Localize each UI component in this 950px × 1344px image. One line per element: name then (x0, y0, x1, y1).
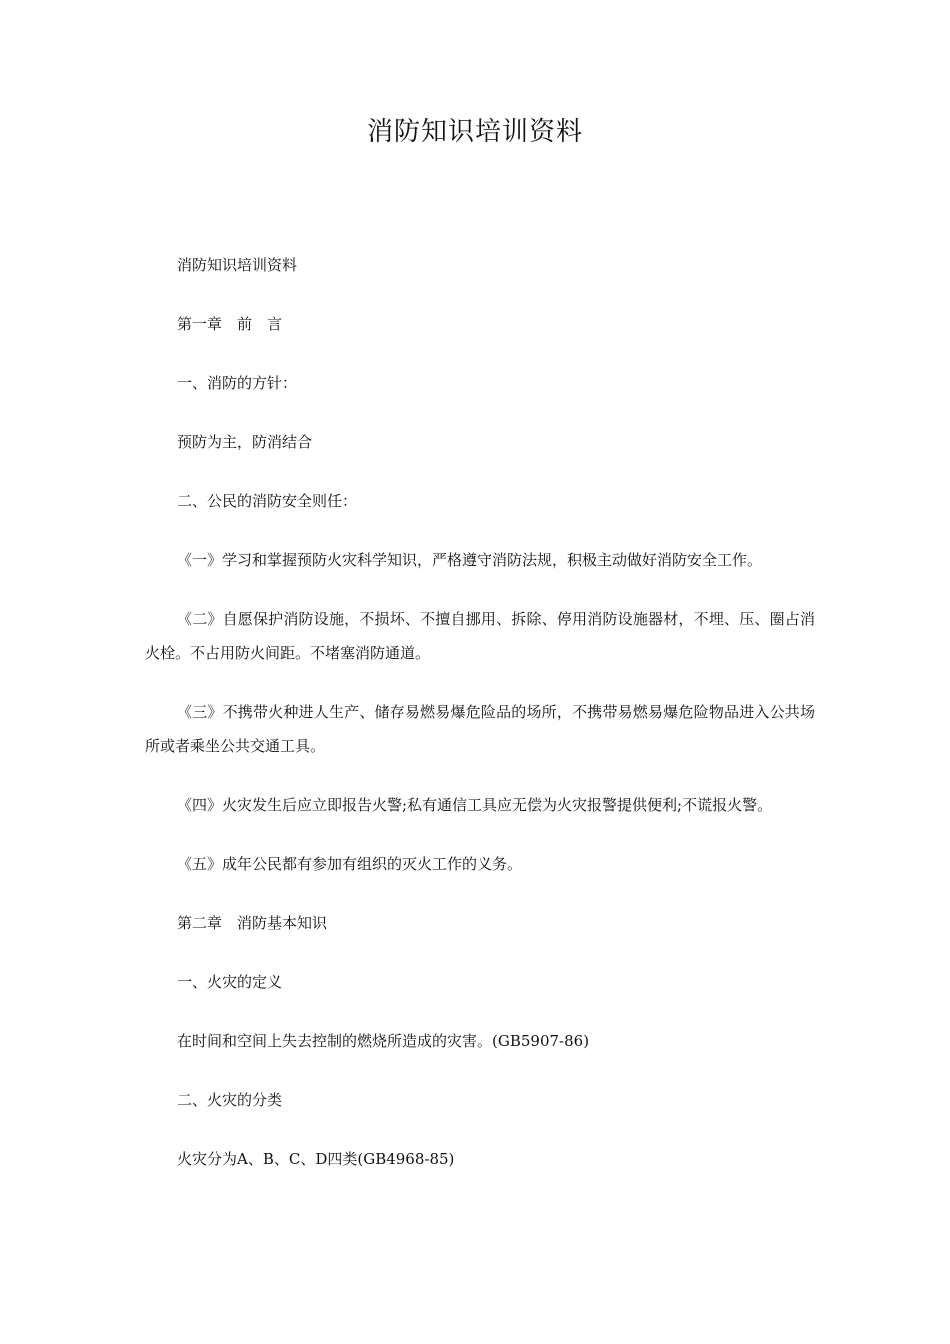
duty-item-3: 《三》不携带火种进人生产、储存易燃易爆危险品的场所，不携带易燃易爆危险物品进入公共场所或者乘坐公共交通工具。 (145, 703, 815, 755)
paragraph-fire-classes: 火灾分为A、B、C、D四类(GB4968-85) (177, 1150, 455, 1168)
duty-item-1: 《一》学习和掌握预防火灾科学知识，严格遵守消防法规，积极主动做好消防安全工作。 (177, 551, 763, 569)
document-title: 消防知识培训资料 (366, 117, 583, 147)
document-body (145, 248, 815, 1201)
duty-item-4: 《四》火灾发生后应立即报告火警;私有通信工具应无偿为火灾报警提供便利;不谎报火警。 (177, 796, 773, 814)
paragraph-policy: 预防为主，防消结合 (177, 433, 313, 451)
paragraph-doc-subtitle: 消防知识培训资料 (177, 256, 298, 274)
section-heading-duties: 二、公民的消防安全则任： (177, 492, 358, 510)
section-heading-policy: 一、消防的方针： (177, 374, 298, 392)
section-heading-fire-classes: 二、火灾的分类 (177, 1091, 283, 1109)
duty-item-5: 《五》成年公民都有参加有组织的灭火工作的义务。 (177, 855, 523, 873)
chapter-2-heading: 第二章 消防基本知识 (177, 914, 328, 932)
chapter-1-heading: 第一章 前 言 (177, 315, 283, 333)
duty-item-2: 《二》自愿保护消防设施，不损坏、不擅自挪用、拆除、停用消防设施器材，不埋、压、圈占消火栓。不占用防火间距。不堵塞消防通道。 (145, 610, 815, 662)
paragraph-fire-definition: 在时间和空间上失去控制的燃烧所造成的灾害。(GB5907-86) (177, 1032, 590, 1050)
section-heading-fire-definition: 一、火灾的定义 (177, 973, 283, 991)
